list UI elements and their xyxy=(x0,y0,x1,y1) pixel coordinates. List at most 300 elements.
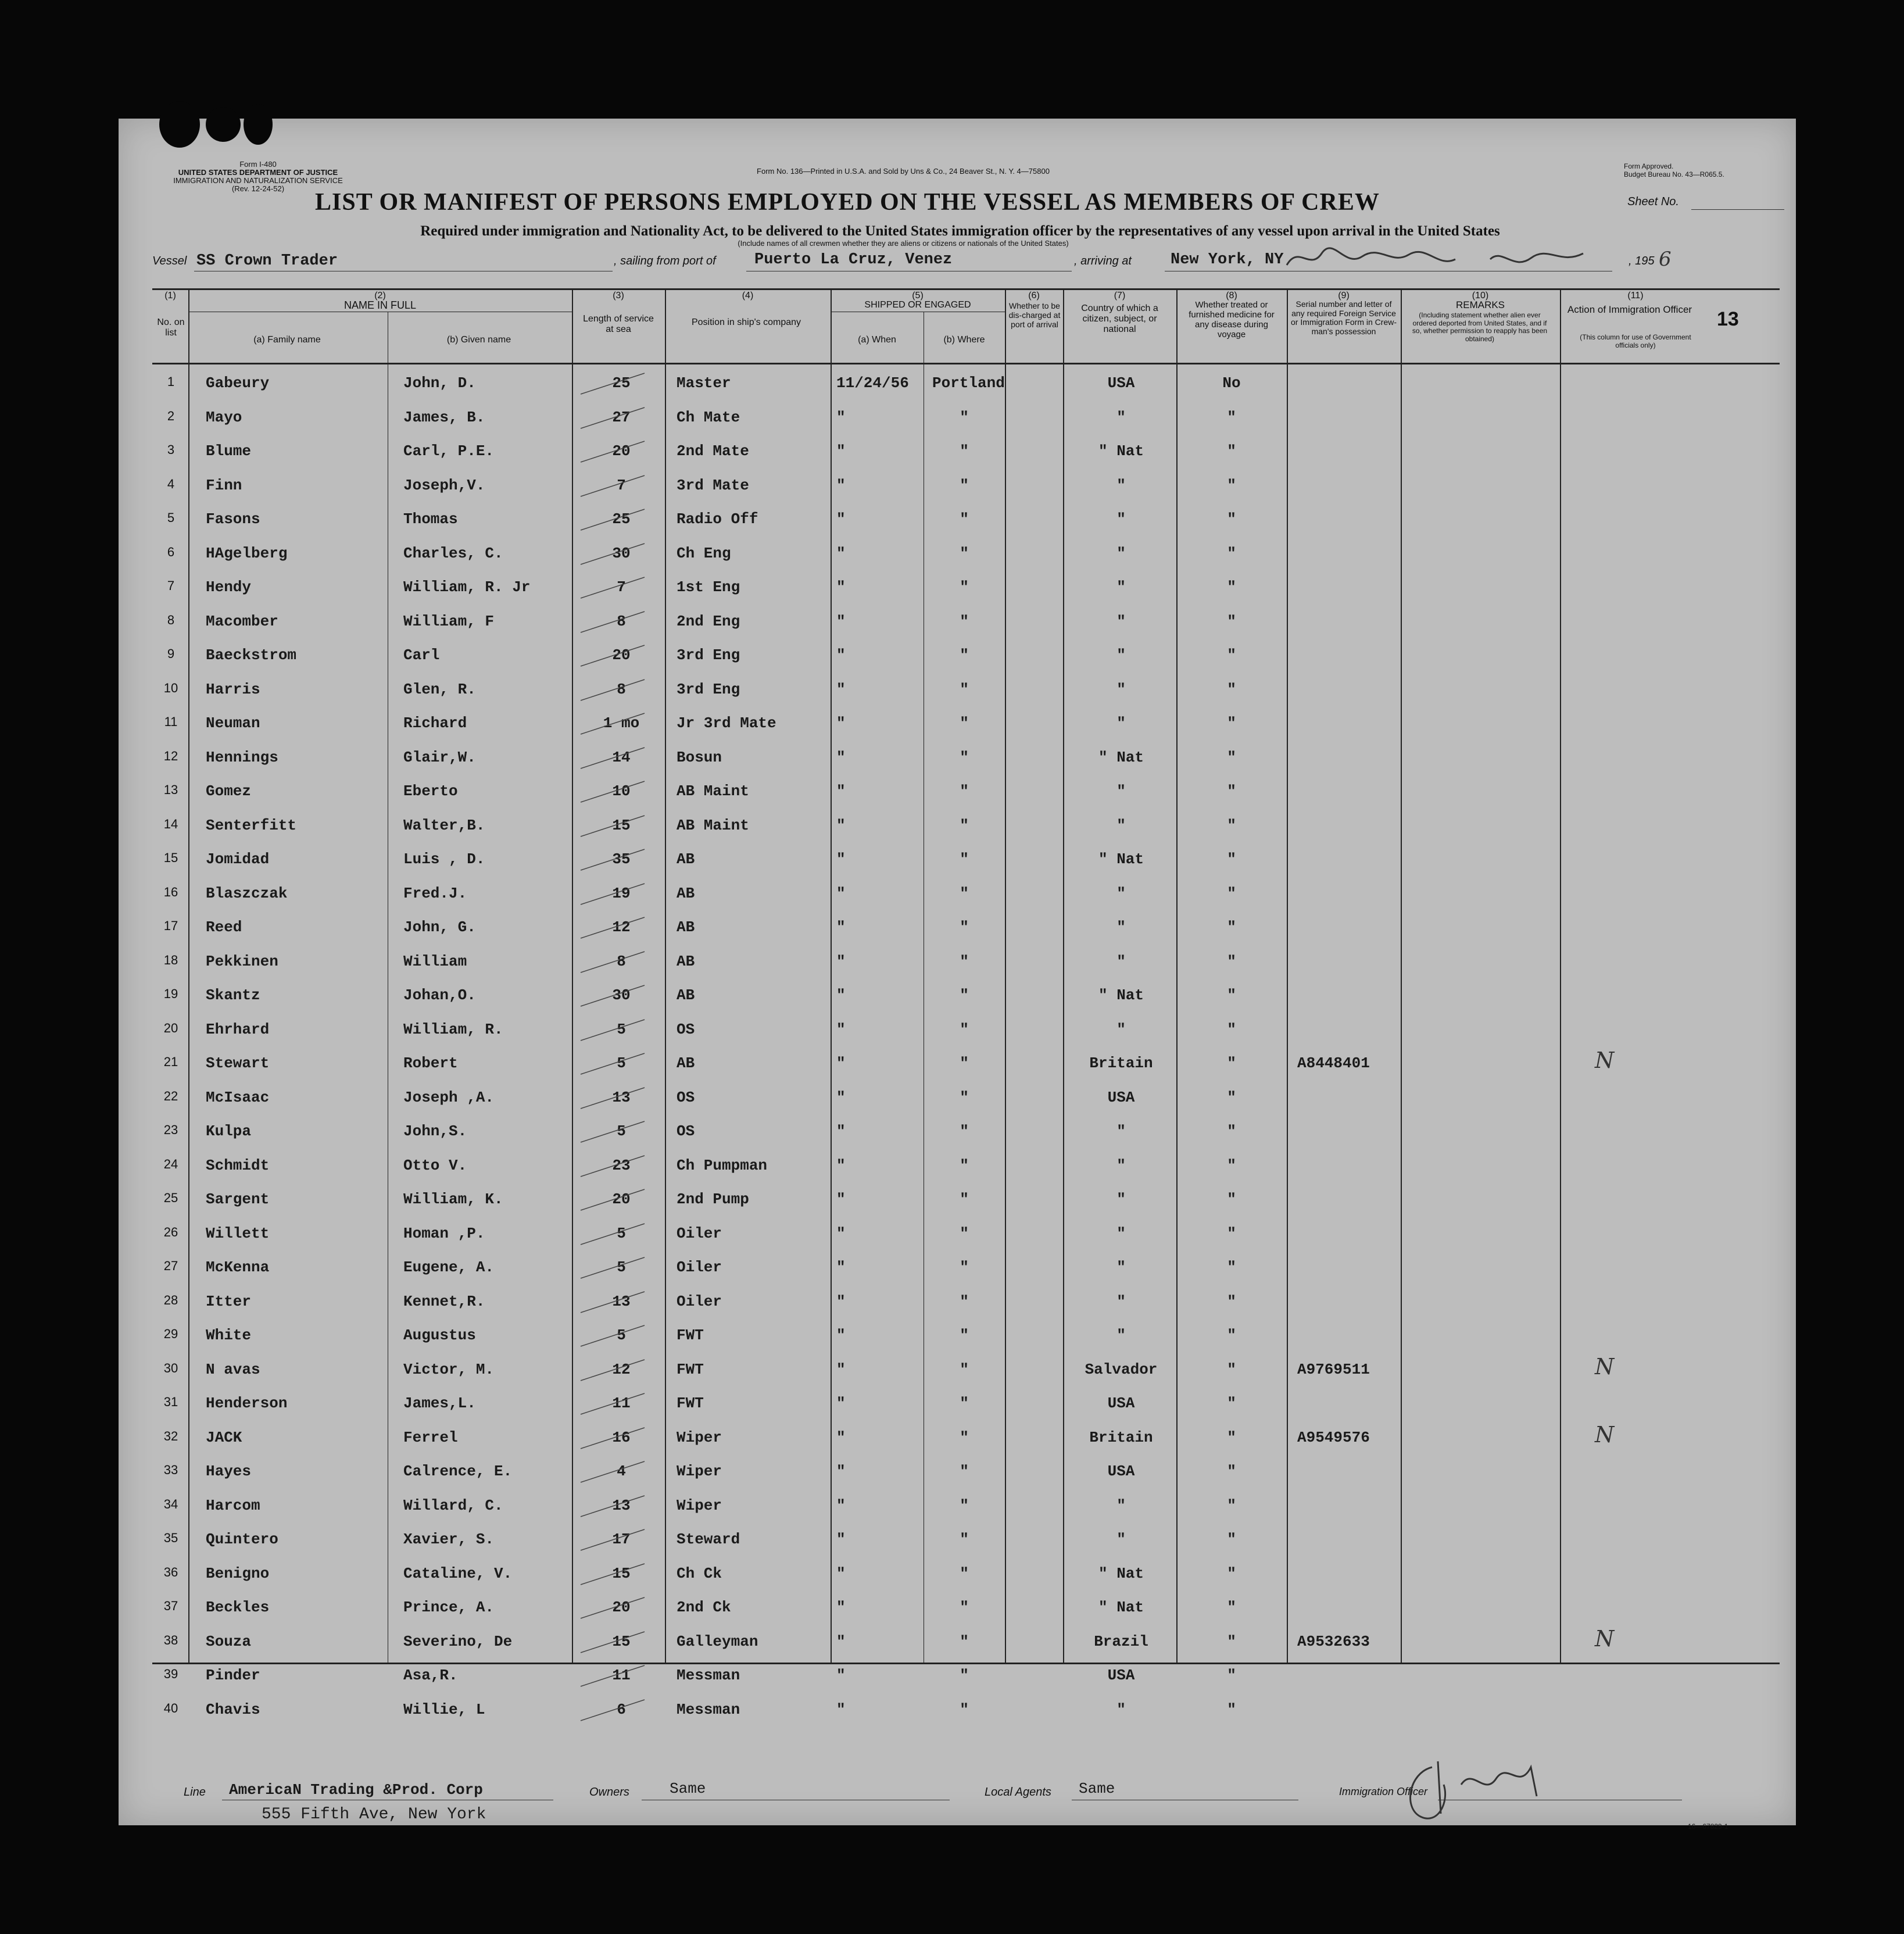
cell-where: " xyxy=(960,1122,969,1140)
cell-when: " xyxy=(836,1191,846,1208)
cell-given: Johan,O. xyxy=(403,986,476,1004)
row-number: 22 xyxy=(163,1088,178,1103)
cell-family: Baeckstrom xyxy=(206,646,297,664)
row-number: 14 xyxy=(163,816,178,831)
cell-when: " xyxy=(836,442,846,460)
service-tick-mark xyxy=(578,1182,647,1216)
service-tick-mark xyxy=(578,1046,647,1080)
cell-country: USA xyxy=(1107,1395,1135,1412)
cell-service: 30 xyxy=(612,986,631,1004)
cell-service: 13 xyxy=(612,1292,631,1310)
cell-position: 3rd Eng xyxy=(677,680,740,698)
cell-position: Radio Off xyxy=(677,510,758,528)
cell-where: " xyxy=(960,1463,969,1480)
cell-position: AB xyxy=(677,986,695,1004)
cell-service: 12 xyxy=(612,1360,631,1378)
row-number: 37 xyxy=(163,1599,178,1613)
cell-where: " xyxy=(960,1327,969,1344)
cell-family: Ehrhard xyxy=(206,1020,270,1038)
cell-family: HAgelberg xyxy=(206,544,288,562)
cell-when: " xyxy=(836,816,846,834)
service: IMMIGRATION AND NATURALIZATION SERVICE xyxy=(173,176,343,185)
service-tick-mark xyxy=(578,1149,647,1182)
table-row xyxy=(119,1557,1796,1591)
table-row xyxy=(119,605,1796,639)
cell-medicine: " xyxy=(1227,1599,1236,1616)
row-number: 16 xyxy=(163,884,178,899)
instruction-note: (Include names of all crewmen whether they are aliens or citizens or nationals of the United States) xyxy=(738,239,1069,248)
cell-medicine: " xyxy=(1227,1395,1236,1412)
cell-country: Salvador xyxy=(1085,1360,1158,1378)
cell-where: " xyxy=(960,1088,969,1106)
cell-service: 5 xyxy=(617,1327,626,1344)
cell-when: " xyxy=(836,1020,846,1038)
cell-position: AB xyxy=(677,952,695,970)
cell-given: Charles, C. xyxy=(403,544,503,562)
cell-given: Willie, L xyxy=(403,1700,485,1718)
form-approved: Form Approved. xyxy=(1624,162,1674,170)
table-top-border xyxy=(152,288,1780,290)
cell-where: " xyxy=(960,408,969,426)
cell-where: " xyxy=(960,1259,969,1276)
row-number: 32 xyxy=(163,1428,178,1443)
cell-service: 4 xyxy=(617,1463,626,1480)
table-row xyxy=(119,978,1796,1013)
cell-medicine: " xyxy=(1227,816,1236,834)
cell-country: " xyxy=(1116,1496,1126,1514)
cell-medicine: " xyxy=(1227,646,1236,664)
table-row xyxy=(119,1250,1796,1285)
service-tick-mark xyxy=(578,910,647,944)
cell-service: 17 xyxy=(612,1531,631,1548)
cell-medicine: " xyxy=(1227,714,1236,732)
cell-when: " xyxy=(836,918,846,936)
cell-medicine: " xyxy=(1227,748,1236,766)
cell-service: 19 xyxy=(612,884,631,902)
row-number: 19 xyxy=(163,986,178,1001)
table-row xyxy=(119,1386,1796,1421)
row-number: 25 xyxy=(163,1191,178,1205)
col-serial-number: Serial number and letter of any required Foreign Service or Immigration Form in Crew-man's possession xyxy=(1290,299,1397,336)
col-given-name: (b) Given name xyxy=(446,335,511,345)
cell-position: AB xyxy=(677,918,695,936)
col-shipped-or-engaged: SHIPPED OR ENGAGED xyxy=(864,300,971,310)
cell-where: " xyxy=(960,1428,969,1446)
cell-country: " xyxy=(1116,1020,1126,1038)
cell-country: " xyxy=(1116,408,1126,426)
table-row xyxy=(119,638,1796,673)
cell-family: Benigno xyxy=(206,1564,270,1582)
table-row xyxy=(119,945,1796,979)
cell-service: 7 xyxy=(617,578,626,596)
cell-service: 8 xyxy=(617,680,626,698)
row-number: 18 xyxy=(163,952,178,967)
cell-service: 10 xyxy=(612,782,631,800)
row-number: 15 xyxy=(163,850,178,865)
cell-where: " xyxy=(960,748,969,766)
cell-service: 25 xyxy=(612,374,631,392)
cell-medicine: " xyxy=(1227,1259,1236,1276)
cell-medicine: " xyxy=(1227,578,1236,596)
cell-given: James, B. xyxy=(403,408,485,426)
cell-when: " xyxy=(836,1395,846,1412)
table-row xyxy=(119,1421,1796,1455)
service-tick-mark xyxy=(578,1693,647,1726)
cell-when: " xyxy=(836,1667,846,1684)
cell-given: Willard, C. xyxy=(403,1496,503,1514)
cell-given: Homan ,P. xyxy=(403,1224,485,1242)
cell-where: " xyxy=(960,782,969,800)
cell-family: Pinder xyxy=(206,1667,260,1684)
form-id: Form I-480 xyxy=(239,160,277,169)
paper-damage xyxy=(159,101,200,148)
cell-position: Ch Ck xyxy=(677,1564,722,1582)
document-title: LIST OR MANIFEST OF PERSONS EMPLOYED ON THE VESSEL AS MEMBERS OF CREW xyxy=(315,189,1380,216)
cell-country: " xyxy=(1116,918,1126,936)
col-name-in-full: NAME IN FULL xyxy=(343,299,417,311)
cell-family: McIsaac xyxy=(206,1088,270,1106)
department: UNITED STATES DEPARTMENT OF JUSTICE xyxy=(178,168,338,177)
cell-medicine: " xyxy=(1227,1360,1236,1378)
cell-medicine: " xyxy=(1227,1327,1236,1344)
cell-country: " Nat xyxy=(1098,986,1144,1004)
cell-position: 2nd Eng xyxy=(677,612,740,630)
cell-service: 5 xyxy=(617,1224,626,1242)
cell-service: 16 xyxy=(612,1428,631,1446)
row-number: 17 xyxy=(163,918,178,933)
cell-serial: A9769511 xyxy=(1297,1360,1370,1378)
row-number: 38 xyxy=(163,1632,178,1647)
cell-position: AB Maint xyxy=(677,816,749,834)
cell-country: USA xyxy=(1107,374,1135,392)
cell-position: Master xyxy=(677,374,731,392)
cell-where: " xyxy=(960,1496,969,1514)
col-position: Position in ship's company xyxy=(691,317,801,327)
cell-where: " xyxy=(960,1020,969,1038)
cell-where: " xyxy=(960,442,969,460)
cell-given: Glen, R. xyxy=(403,680,476,698)
vessel-name: SS Crown Trader xyxy=(196,252,338,270)
row-number: 39 xyxy=(163,1667,178,1681)
row-number: 2 xyxy=(167,408,175,423)
cell-where: " xyxy=(960,1054,969,1072)
cell-where: " xyxy=(960,1360,969,1378)
agents-label: Local Agents xyxy=(985,1786,1051,1799)
cell-given: Prince, A. xyxy=(403,1599,495,1616)
row-number: 36 xyxy=(163,1564,178,1579)
cell-medicine: " xyxy=(1227,884,1236,902)
cell-given: Kennet,R. xyxy=(403,1292,485,1310)
cell-family: Willett xyxy=(206,1224,270,1242)
cell-medicine: " xyxy=(1227,1020,1236,1038)
table-row xyxy=(119,1318,1796,1353)
table-row xyxy=(119,570,1796,605)
cell-position: 3rd Mate xyxy=(677,476,749,494)
vessel-label: Vessel xyxy=(152,255,187,267)
cell-position: Bosun xyxy=(677,748,722,766)
col9-number: (9) xyxy=(1338,291,1350,301)
cell-position: 2nd Mate xyxy=(677,442,749,460)
cell-country: " xyxy=(1116,1191,1126,1208)
table-row xyxy=(119,366,1796,401)
row-number: 6 xyxy=(167,544,175,559)
cell-where: " xyxy=(960,1564,969,1582)
cell-serial: A9549576 xyxy=(1297,1428,1370,1446)
table-row xyxy=(119,401,1796,435)
cell-when: " xyxy=(836,1088,846,1106)
table-row xyxy=(119,741,1796,775)
cell-given: Carl, P.E. xyxy=(403,442,495,460)
cell-service: 5 xyxy=(617,1259,626,1276)
cell-when: " xyxy=(836,748,846,766)
cell-family: Neuman xyxy=(206,714,260,732)
row-number: 9 xyxy=(167,646,175,661)
cell-medicine: " xyxy=(1227,782,1236,800)
row-number: 13 xyxy=(163,782,178,797)
cell-service: 7 xyxy=(617,476,626,494)
cell-family: Senterfitt xyxy=(206,816,297,834)
cell-country: " xyxy=(1116,476,1126,494)
cell-medicine: " xyxy=(1227,1054,1236,1072)
service-tick-mark xyxy=(578,706,647,740)
sailing-port: Puerto La Cruz, Venez xyxy=(754,251,953,269)
col8-number: (8) xyxy=(1226,291,1237,301)
document-subtitle: Required under immigration and Nationality Act, to be delivered to the United States immigration officer by the representatives of any vessel upon arrival in the United States xyxy=(420,223,1500,239)
service-tick-mark xyxy=(578,469,647,502)
table-row xyxy=(119,1182,1796,1217)
cell-when: " xyxy=(836,1156,846,1174)
row-number: 1 xyxy=(167,374,175,389)
cell-given: Asa,R. xyxy=(403,1667,458,1684)
table-row xyxy=(119,1522,1796,1557)
service-tick-mark xyxy=(578,434,647,468)
cell-service: 11 xyxy=(612,1395,631,1412)
cell-medicine: " xyxy=(1227,408,1236,426)
cell-medicine: " xyxy=(1227,1156,1236,1174)
cell-given: Eugene, A. xyxy=(403,1259,495,1276)
cell-country: " Nat xyxy=(1098,748,1144,766)
cell-position: Galleyman xyxy=(677,1632,758,1650)
col-medicine: Whether treated or furnished medicine for any disease during voyage xyxy=(1189,300,1275,339)
cell-country: Britain xyxy=(1089,1054,1153,1072)
col-officer-note: (This column for use of Government officials only) xyxy=(1580,333,1691,349)
arriving-port: New York, NY xyxy=(1171,251,1284,269)
cell-when: " xyxy=(836,612,846,630)
paper-damage xyxy=(244,104,273,145)
cell-where: " xyxy=(960,1599,969,1616)
cell-where: " xyxy=(960,1156,969,1174)
cell-service: 12 xyxy=(612,918,631,936)
cell-family: Beckles xyxy=(206,1599,270,1616)
cell-officer: N xyxy=(1595,1625,1615,1651)
cell-family: Sargent xyxy=(206,1191,270,1208)
cell-position: Messman xyxy=(677,1700,740,1718)
cell-when: " xyxy=(836,850,846,868)
service-tick-mark xyxy=(578,638,647,672)
col-length-of-service: Length of service at sea xyxy=(583,314,654,334)
cell-when: " xyxy=(836,1292,846,1310)
cell-given: Carl xyxy=(403,646,440,664)
cell-position: FWT xyxy=(677,1360,704,1378)
owners-value: Same xyxy=(670,1780,706,1797)
cell-family: Fasons xyxy=(206,510,260,528)
table-row xyxy=(119,1489,1796,1523)
cell-service: 27 xyxy=(612,408,631,426)
cell-when: " xyxy=(836,884,846,902)
cell-family: Pekkinen xyxy=(206,952,278,970)
cell-service: 30 xyxy=(612,544,631,562)
table-row xyxy=(119,502,1796,537)
cell-where: " xyxy=(960,544,969,562)
service-tick-mark xyxy=(578,1489,647,1522)
cell-where: " xyxy=(960,850,969,868)
cell-medicine: " xyxy=(1227,1463,1236,1480)
col-where: (b) Where xyxy=(943,335,985,345)
service-tick-mark xyxy=(578,1454,647,1488)
cell-given: Otto V. xyxy=(403,1156,467,1174)
cell-country: USA xyxy=(1107,1088,1135,1106)
cell-when: " xyxy=(836,1496,846,1514)
cell-when: " xyxy=(836,1122,846,1140)
cell-family: Mayo xyxy=(206,408,242,426)
service-tick-mark xyxy=(578,1250,647,1284)
cell-country: " xyxy=(1116,1156,1126,1174)
cell-position: Ch Mate xyxy=(677,408,740,426)
cell-position: Messman xyxy=(677,1667,740,1684)
cell-family: Kulpa xyxy=(206,1122,252,1140)
cell-position: Oiler xyxy=(677,1292,722,1310)
revision: (Rev. 12-24-52) xyxy=(231,184,285,193)
cell-position: AB Maint xyxy=(677,782,749,800)
row-number: 11 xyxy=(164,714,178,729)
cell-country: " xyxy=(1116,680,1126,698)
cell-country: " xyxy=(1116,646,1126,664)
col4-number: (4) xyxy=(742,291,754,301)
row-number: 3 xyxy=(167,442,175,457)
cell-family: Souza xyxy=(206,1632,252,1650)
table-row xyxy=(119,1285,1796,1319)
officer-label: Immigration Officer xyxy=(1339,1786,1428,1797)
cell-family: Blume xyxy=(206,442,252,460)
table-header-bottom xyxy=(152,363,1780,364)
row-number: 20 xyxy=(163,1020,178,1035)
cell-service: 13 xyxy=(612,1088,631,1106)
col10-number: (10) xyxy=(1472,291,1489,301)
service-tick-mark xyxy=(578,1421,647,1454)
cell-medicine: " xyxy=(1227,680,1236,698)
cell-medicine: " xyxy=(1227,918,1236,936)
cell-when: " xyxy=(836,1360,846,1378)
cell-when: " xyxy=(836,1564,846,1582)
cell-given: Luis , D. xyxy=(403,850,485,868)
cell-given: Joseph ,A. xyxy=(403,1088,495,1106)
cell-given: William, R. xyxy=(403,1020,503,1038)
cell-when: " xyxy=(836,1224,846,1242)
cell-given: Walter,B. xyxy=(403,816,485,834)
cell-where: " xyxy=(960,1191,969,1208)
cell-position: 2nd Ck xyxy=(677,1599,731,1616)
cell-position: Ch Eng xyxy=(677,544,731,562)
cell-when: " xyxy=(836,1700,846,1718)
cell-where: " xyxy=(960,1224,969,1242)
cell-country: " xyxy=(1116,816,1126,834)
cell-position: Ch Pumpman xyxy=(677,1156,768,1174)
officer-signature xyxy=(1397,1750,1548,1825)
cell-when: " xyxy=(836,510,846,528)
cell-medicine: " xyxy=(1227,510,1236,528)
col3-number: (3) xyxy=(613,291,624,301)
cell-family: Blaszczak xyxy=(206,884,288,902)
cell-family: Harris xyxy=(206,680,260,698)
row-number: 34 xyxy=(163,1496,178,1511)
cell-given: Victor, M. xyxy=(403,1360,495,1378)
cell-family: Schmidt xyxy=(206,1156,270,1174)
cell-service: 5 xyxy=(617,1020,626,1038)
col-when: (a) When xyxy=(858,335,896,345)
cell-family: Stewart xyxy=(206,1054,270,1072)
table-row xyxy=(119,1217,1796,1251)
cell-given: Richard xyxy=(403,714,467,732)
table-row xyxy=(119,842,1796,877)
service-tick-mark xyxy=(578,1590,647,1624)
cell-when: " xyxy=(836,578,846,596)
table-row xyxy=(119,1693,1796,1727)
cell-given: Thomas xyxy=(403,510,458,528)
cell-service: 15 xyxy=(612,1632,631,1650)
row-number: 5 xyxy=(167,510,175,525)
row-number: 7 xyxy=(167,578,175,593)
cell-when: " xyxy=(836,1327,846,1344)
cell-position: OS xyxy=(677,1122,695,1140)
cell-where: " xyxy=(960,646,969,664)
cell-given: William xyxy=(403,952,467,970)
cell-family: Hayes xyxy=(206,1463,252,1480)
cell-position: Steward xyxy=(677,1531,740,1548)
col-no-on-list: No. on list xyxy=(157,317,185,338)
sheet-number-label: Sheet No. xyxy=(1627,195,1679,208)
cell-when: " xyxy=(836,952,846,970)
cell-medicine: " xyxy=(1227,1428,1236,1446)
row-number: 12 xyxy=(163,748,178,763)
cell-country: " Nat xyxy=(1098,850,1144,868)
cell-medicine: " xyxy=(1227,442,1236,460)
cell-position: AB xyxy=(677,850,695,868)
cell-country: " xyxy=(1116,1531,1126,1548)
cell-family: Chavis xyxy=(206,1700,260,1718)
cell-given: William, R. Jr xyxy=(403,578,531,596)
cell-service: 35 xyxy=(612,850,631,868)
table-row xyxy=(119,877,1796,911)
service-tick-mark xyxy=(578,1386,647,1420)
table-row xyxy=(119,1353,1796,1387)
row-number: 29 xyxy=(163,1327,178,1341)
cell-given: James,L. xyxy=(403,1395,476,1412)
cell-where: " xyxy=(960,1292,969,1310)
page-stamp: 13 xyxy=(1717,308,1739,330)
table-row xyxy=(119,673,1796,707)
cell-medicine: " xyxy=(1227,1292,1236,1310)
cell-family: Quintero xyxy=(206,1531,278,1548)
service-tick-mark xyxy=(578,978,647,1012)
cell-country: " xyxy=(1116,1327,1126,1344)
cell-country: " xyxy=(1116,1700,1126,1718)
col6-number: (6) xyxy=(1028,291,1040,301)
cell-family: Finn xyxy=(206,476,242,494)
cell-family: N avas xyxy=(206,1360,260,1378)
cell-medicine: " xyxy=(1227,1564,1236,1582)
row-number: 28 xyxy=(163,1292,178,1307)
cell-medicine: " xyxy=(1227,1632,1236,1650)
